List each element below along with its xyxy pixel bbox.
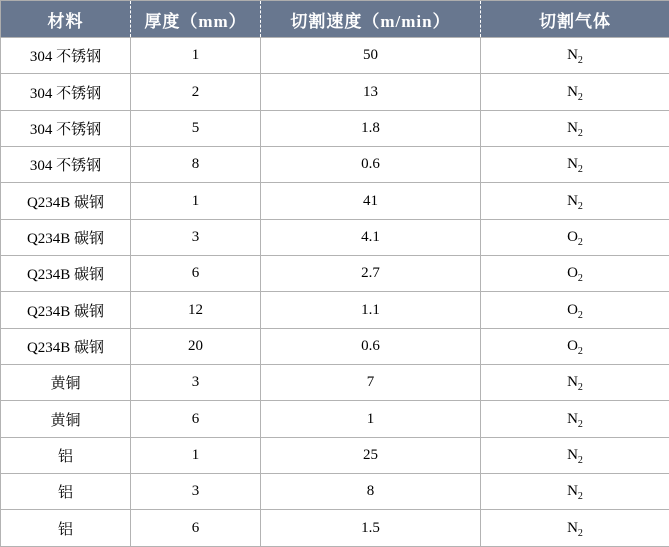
speed-cell bbox=[261, 365, 481, 401]
speed-cell-text: 4.1 bbox=[361, 228, 380, 245]
material-cell-text: 304 不锈钢 bbox=[29, 85, 102, 102]
gas-subscript: 2 bbox=[577, 527, 583, 539]
gas-cell bbox=[481, 401, 669, 437]
table-row bbox=[1, 328, 669, 364]
gas-subscript: 2 bbox=[577, 200, 583, 212]
header-speed: 切割速度（m/min） bbox=[261, 1, 481, 38]
thickness-cell-text: 6 bbox=[191, 410, 200, 427]
material-cell-text: 304 不锈钢 bbox=[29, 49, 102, 66]
thickness-cell-text: 5 bbox=[191, 119, 200, 136]
speed-cell bbox=[261, 183, 481, 219]
material-cell bbox=[1, 365, 131, 401]
gas-subscript: 2 bbox=[577, 491, 583, 503]
gas-cell-text: O bbox=[567, 301, 578, 318]
thickness-cell-text: 6 bbox=[191, 265, 200, 282]
header-material: 材料 bbox=[1, 1, 131, 38]
thickness-cell bbox=[131, 365, 261, 401]
speed-cell-text: 8 bbox=[366, 483, 375, 500]
gas-subscript: 2 bbox=[577, 345, 583, 357]
table-row bbox=[1, 74, 669, 110]
material-cell-text: 铝 bbox=[57, 521, 73, 538]
thickness-cell-text: 1 bbox=[191, 47, 200, 64]
table-row bbox=[1, 292, 669, 328]
material-cell-text: 铝 bbox=[57, 448, 73, 465]
material-cell-text: 304 不锈钢 bbox=[29, 158, 102, 175]
gas-subscript: 2 bbox=[577, 236, 583, 248]
speed-cell-text: 41 bbox=[363, 192, 378, 209]
thickness-cell bbox=[131, 74, 261, 110]
thickness-cell-text: 8 bbox=[191, 156, 200, 173]
speed-cell-text: 1.1 bbox=[361, 301, 380, 318]
speed-cell bbox=[261, 510, 481, 547]
speed-cell bbox=[261, 38, 481, 74]
speed-cell bbox=[261, 437, 481, 473]
speed-cell-text: 1 bbox=[366, 410, 375, 427]
speed-cell bbox=[261, 401, 481, 437]
gas-cell bbox=[481, 365, 669, 401]
speed-cell-text: 1.8 bbox=[361, 119, 380, 136]
gas-cell-text: N bbox=[567, 410, 578, 427]
speed-cell-text: 7 bbox=[366, 374, 375, 391]
gas-subscript: 2 bbox=[577, 273, 583, 285]
speed-cell-text: 2.7 bbox=[361, 265, 380, 282]
speed-cell bbox=[261, 256, 481, 292]
thickness-cell bbox=[131, 183, 261, 219]
gas-cell-text: N bbox=[567, 446, 578, 463]
gas-subscript: 2 bbox=[577, 309, 583, 321]
table-row bbox=[1, 401, 669, 437]
gas-cell bbox=[481, 474, 669, 510]
material-cell bbox=[1, 74, 131, 110]
table-row bbox=[1, 474, 669, 510]
speed-cell bbox=[261, 74, 481, 110]
speed-cell-text: 0.6 bbox=[361, 337, 380, 354]
thickness-cell bbox=[131, 292, 261, 328]
material-cell-text: Q234B 碳钢 bbox=[26, 194, 105, 211]
gas-cell-text: O bbox=[567, 337, 578, 354]
material-cell-text: 黄铜 bbox=[50, 412, 81, 429]
table-row bbox=[1, 256, 669, 292]
gas-subscript: 2 bbox=[577, 91, 583, 103]
header-gas: 切割气体 bbox=[481, 1, 669, 38]
thickness-cell-text: 3 bbox=[191, 483, 200, 500]
table-row bbox=[1, 510, 669, 547]
thickness-cell bbox=[131, 147, 261, 183]
thickness-cell-text: 3 bbox=[191, 374, 200, 391]
gas-cell bbox=[481, 292, 669, 328]
gas-subscript: 2 bbox=[577, 454, 583, 466]
material-cell bbox=[1, 38, 131, 74]
gas-cell-text: N bbox=[567, 156, 578, 173]
thickness-cell bbox=[131, 401, 261, 437]
table-header bbox=[1, 1, 669, 38]
gas-cell-text: N bbox=[567, 519, 578, 536]
table-row bbox=[1, 38, 669, 74]
speed-cell-text: 13 bbox=[363, 83, 378, 100]
material-cell-text: Q234B 碳钢 bbox=[26, 267, 105, 284]
table-row bbox=[1, 110, 669, 146]
material-cell bbox=[1, 328, 131, 364]
speed-cell bbox=[261, 147, 481, 183]
thickness-cell bbox=[131, 219, 261, 255]
material-cell bbox=[1, 256, 131, 292]
speed-cell bbox=[261, 474, 481, 510]
gas-subscript: 2 bbox=[577, 55, 583, 67]
material-cell bbox=[1, 183, 131, 219]
material-cell bbox=[1, 510, 131, 547]
thickness-cell-text: 20 bbox=[188, 337, 203, 354]
material-cell bbox=[1, 110, 131, 146]
gas-cell-text: N bbox=[567, 483, 578, 500]
gas-cell bbox=[481, 183, 669, 219]
speed-cell bbox=[261, 110, 481, 146]
thickness-cell bbox=[131, 38, 261, 74]
table-row bbox=[1, 219, 669, 255]
gas-cell-text: N bbox=[567, 374, 578, 391]
gas-cell-text: N bbox=[567, 192, 578, 209]
thickness-cell bbox=[131, 256, 261, 292]
material-cell-text: 铝 bbox=[57, 485, 73, 502]
thickness-cell bbox=[131, 510, 261, 547]
header-row bbox=[1, 1, 669, 38]
thickness-cell-text: 3 bbox=[191, 228, 200, 245]
thickness-cell-text: 2 bbox=[191, 83, 200, 100]
thickness-cell-text: 1 bbox=[191, 446, 200, 463]
gas-cell bbox=[481, 437, 669, 473]
thickness-cell bbox=[131, 437, 261, 473]
speed-cell-text: 1.5 bbox=[361, 519, 380, 536]
material-cell-text: 304 不锈钢 bbox=[29, 121, 102, 138]
speed-cell bbox=[261, 328, 481, 364]
material-cell bbox=[1, 437, 131, 473]
material-cell-text: 黄铜 bbox=[50, 376, 81, 393]
speed-cell bbox=[261, 292, 481, 328]
table-row bbox=[1, 183, 669, 219]
thickness-cell-text: 6 bbox=[191, 519, 200, 536]
gas-cell bbox=[481, 219, 669, 255]
gas-cell bbox=[481, 147, 669, 183]
table-row bbox=[1, 147, 669, 183]
material-cell bbox=[1, 219, 131, 255]
thickness-cell bbox=[131, 328, 261, 364]
gas-cell bbox=[481, 510, 669, 547]
header-thickness: 厚度（mm） bbox=[131, 1, 261, 38]
gas-subscript: 2 bbox=[577, 382, 583, 394]
speed-cell-text: 0.6 bbox=[361, 156, 380, 173]
material-cell bbox=[1, 292, 131, 328]
gas-subscript: 2 bbox=[577, 418, 583, 430]
speed-cell-text: 50 bbox=[363, 47, 378, 64]
material-cell bbox=[1, 474, 131, 510]
gas-cell-text: N bbox=[567, 119, 578, 136]
gas-cell-text: N bbox=[567, 83, 578, 100]
gas-cell bbox=[481, 38, 669, 74]
table-row bbox=[1, 365, 669, 401]
gas-cell bbox=[481, 74, 669, 110]
table-body bbox=[1, 38, 669, 547]
gas-cell bbox=[481, 256, 669, 292]
gas-cell-text: N bbox=[567, 47, 578, 64]
material-cell bbox=[1, 147, 131, 183]
gas-cell-text: O bbox=[567, 265, 578, 282]
gas-cell-text: O bbox=[567, 228, 578, 245]
material-cell-text: Q234B 碳钢 bbox=[26, 339, 105, 356]
gas-cell bbox=[481, 328, 669, 364]
speed-cell bbox=[261, 219, 481, 255]
gas-cell bbox=[481, 110, 669, 146]
gas-subscript: 2 bbox=[577, 164, 583, 176]
gas-subscript: 2 bbox=[577, 127, 583, 139]
material-cell-text: Q234B 碳钢 bbox=[26, 230, 105, 247]
table-row bbox=[1, 437, 669, 473]
thickness-cell-text: 1 bbox=[191, 192, 200, 209]
material-cell bbox=[1, 401, 131, 437]
thickness-cell-text: 12 bbox=[188, 301, 203, 318]
thickness-cell bbox=[131, 474, 261, 510]
speed-cell-text: 25 bbox=[363, 446, 378, 463]
material-cell-text: Q234B 碳钢 bbox=[26, 303, 105, 320]
thickness-cell bbox=[131, 110, 261, 146]
